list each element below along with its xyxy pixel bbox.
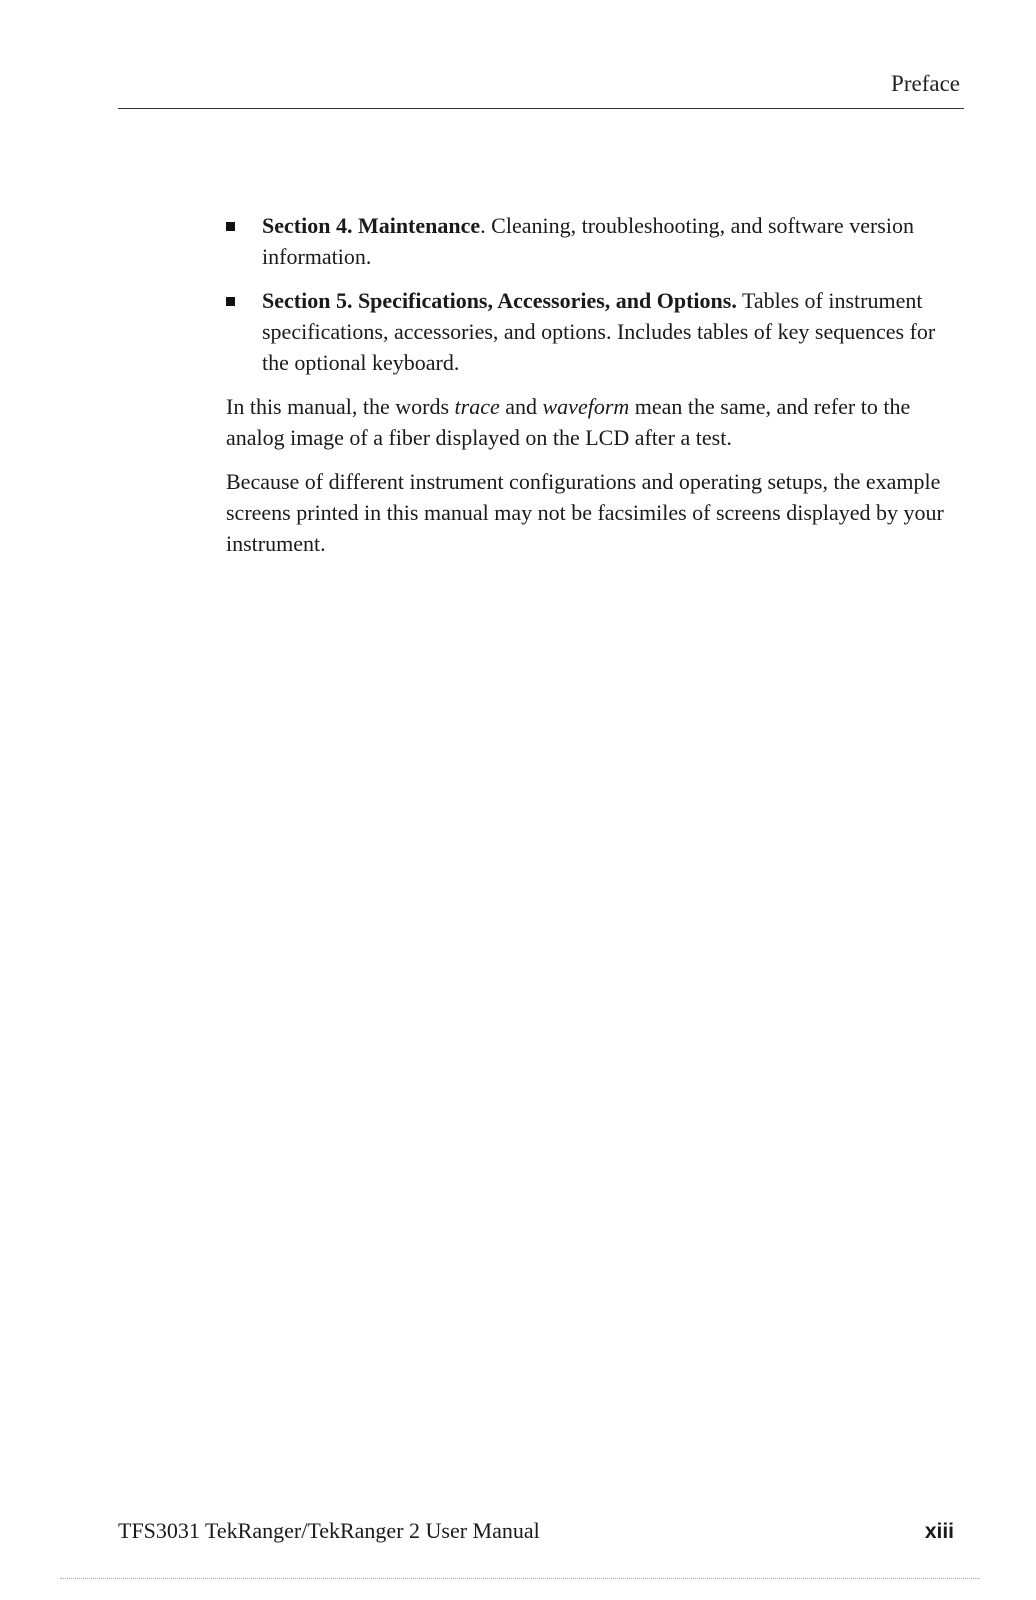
square-bullet-icon: [226, 297, 235, 306]
bullet-item-section-5: [226, 285, 966, 378]
page-content: [226, 210, 966, 572]
terms-paragraph: [226, 391, 966, 453]
footer-dotted-rule: [60, 1578, 980, 1579]
page-number: xiii: [924, 1520, 954, 1543]
running-header: Preface: [891, 71, 960, 96]
bullet-text: Tables of instrument specifications, accessories, and options. Includes tables of key sequences for the optional keyboard.: [262, 288, 936, 375]
configurations-paragraph: Because of different instrument configurations and operating setups, the example screens printed in this manual may not be facsimiles of screens displayed by your instrument.: [226, 469, 944, 556]
term-trace: trace: [454, 394, 500, 419]
bullet-item-section-4: [226, 210, 966, 272]
terms-text-before: In this manual, the words: [226, 394, 450, 419]
bullet-title: Section 4. Maintenance: [262, 213, 481, 238]
terms-text-middle: and: [505, 394, 537, 419]
bullet-text: Cleaning, troubleshooting, and software version information.: [262, 213, 914, 269]
header-rule: [118, 108, 964, 109]
terms-text-after: mean the same, and refer to the analog image of a fiber displayed on the LCD after a test.: [226, 394, 911, 450]
bullet-title-separator: .: [480, 213, 486, 238]
term-waveform: waveform: [542, 394, 630, 419]
bullet-title: Section 5. Specifications, Accessories, and Options.: [262, 288, 737, 313]
square-bullet-icon: [226, 222, 235, 231]
footer-manual-title: TFS3031 TekRanger/TekRanger 2 User Manual: [118, 1518, 540, 1543]
